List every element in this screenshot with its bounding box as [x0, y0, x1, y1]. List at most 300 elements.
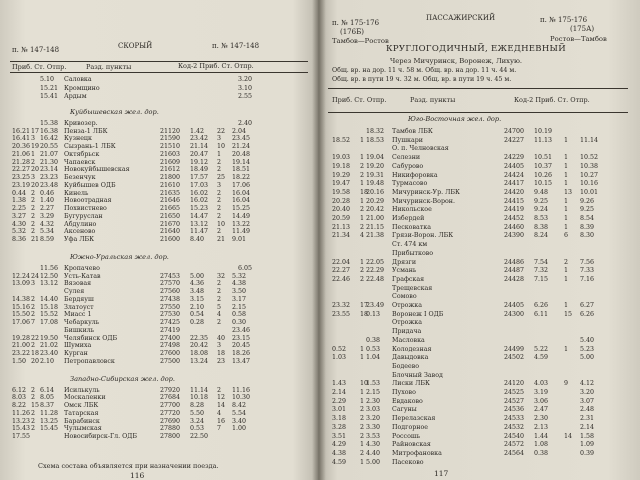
cell-station: Усть-Катав: [64, 272, 101, 280]
cell-departure-back: 14.49: [232, 212, 251, 220]
cell-station: Кривозер.: [64, 119, 98, 127]
cell-arrival-back: 10.19: [534, 128, 553, 135]
cell-code: 24428: [504, 275, 525, 283]
cell-departure-back: 2.31: [580, 415, 595, 423]
cell-arrival-back: 10.18: [190, 394, 209, 402]
cell-stop: 1: [360, 441, 365, 449]
cell-stop-back: 1: [564, 197, 569, 205]
cell-station: Сомово: [392, 293, 417, 301]
timetable-row: [318, 232, 640, 241]
right-route-return: Ростов—Тамбов: [550, 35, 607, 43]
timetable-row: [318, 424, 640, 433]
cell-code: 24540: [504, 432, 525, 440]
cell-departure-back: 8.39: [580, 223, 595, 231]
cell-departure: 21.15: [366, 223, 385, 231]
cell-arrival-back: 10.37: [534, 162, 553, 170]
cell-stop-back: 2: [217, 288, 222, 296]
cell-departure: 15.18: [40, 303, 59, 311]
cell-stop-back: 2: [217, 319, 222, 327]
cell-arrival: 2.29: [332, 397, 347, 405]
cell-departure: 20.29: [366, 197, 385, 205]
right-train-number-right: п. № 175-176: [540, 16, 588, 24]
cell-departure-back: 3.17: [232, 295, 247, 303]
cell-code: 24532: [504, 423, 525, 431]
cell-stop-back: 16: [217, 417, 226, 425]
cell-code: 27438: [160, 295, 181, 303]
cell-station: Тамбов ЛБК: [392, 128, 433, 135]
cell-arrival-back: 0.38: [534, 449, 549, 457]
cell-stop-back: 10: [217, 220, 226, 228]
cell-departure-back: 20.48: [232, 150, 251, 158]
cell-arrival-back: 22.35: [190, 334, 209, 342]
cell-station: Вязовая: [64, 280, 92, 288]
cell-stop-back: 7: [217, 425, 222, 433]
cell-arrival: 22.27: [12, 166, 31, 174]
cell-stop: 1: [360, 354, 365, 362]
cell-stop: 17: [31, 127, 40, 135]
cell-departure: 0.38: [366, 336, 381, 344]
cell-arrival-back: 10.51: [534, 154, 553, 162]
cell-stop-back: 40: [217, 334, 226, 342]
cell-stop: 2: [31, 425, 36, 433]
cell-arrival: 4.29: [332, 441, 347, 449]
cell-station: Уфа ЛБК: [64, 236, 94, 244]
cell-code: 21665: [160, 205, 181, 213]
right-column-head-stations: Разд. пункты: [410, 96, 456, 104]
cell-departure: 22.48: [366, 275, 385, 283]
cell-arrival: 21.28: [12, 158, 31, 166]
cell-departure: 15.45: [40, 425, 59, 433]
cell-departure: 5.10: [40, 76, 55, 83]
cell-stop: 19: [31, 143, 40, 151]
cell-stop: 2: [31, 212, 36, 220]
cell-code: 21646: [160, 197, 181, 205]
cell-code: 27800: [160, 433, 181, 441]
cell-station: Куйбышев ОДБ: [64, 181, 116, 189]
cell-departure: 19.31: [366, 171, 385, 179]
cell-arrival-back: 5.22: [534, 345, 549, 353]
timetable-row: [318, 433, 640, 442]
cell-arrival-back: 9.24: [534, 206, 549, 214]
cell-departure: 15.21: [40, 84, 59, 92]
cell-arrival-back: 19.12: [190, 158, 209, 166]
cell-stop: 3: [31, 280, 36, 288]
cell-arrival-back: 4.36: [190, 280, 205, 288]
cell-code: 27690: [160, 417, 181, 425]
cell-arrival: 23.55: [332, 310, 351, 318]
timetable-row: [0, 358, 318, 367]
cell-stop-back: 18: [217, 350, 226, 358]
right-column-head-code: Код-2 Приб. Ст. Отпр.: [514, 96, 590, 104]
cell-arrival-back: 9.25: [534, 197, 549, 205]
cell-stop: 2: [31, 189, 36, 197]
cell-departure-back: 5.54: [232, 409, 247, 417]
cell-code: 27570: [160, 280, 181, 288]
cell-arrival-back: 17.57: [190, 174, 209, 182]
cell-stop: 2: [31, 205, 36, 213]
cell-station: Татарская: [64, 409, 99, 417]
cell-stop: 1: [31, 150, 36, 158]
cell-stop-back: 5: [217, 303, 222, 311]
cell-departure: 1.40: [40, 197, 55, 205]
cell-departure: 20.55: [40, 143, 59, 151]
cell-stop: 21: [31, 236, 40, 244]
cell-arrival: 19.47: [332, 180, 351, 188]
timetable-row: [318, 441, 640, 450]
cell-arrival-back: 13.12: [190, 220, 209, 228]
cell-stop-back: 1: [564, 180, 569, 188]
cell-departure-back: 2.14: [580, 423, 595, 431]
cell-stop: 2: [31, 228, 36, 236]
cell-arrival: 13.09: [12, 280, 31, 288]
cell-code: 24424: [504, 171, 525, 179]
cell-stop: 20: [31, 357, 40, 365]
cell-departure-back: 1.00: [232, 425, 247, 433]
timetable-row: [0, 93, 318, 102]
cell-departure-back: 18.22: [232, 174, 251, 182]
right-page-number: 117: [434, 469, 449, 478]
cell-code: 21650: [160, 212, 181, 220]
cell-code: 24390: [504, 232, 525, 240]
timetable-row: [318, 372, 640, 381]
cell-stop: 4: [360, 232, 365, 240]
right-route-forward: Тамбов—Ростов: [332, 37, 389, 45]
cell-arrival-back: 18.49: [190, 166, 209, 174]
cell-stop: 1: [360, 258, 365, 266]
cell-stop-back: 14: [564, 432, 573, 440]
cell-departure-back: 6.05: [238, 264, 253, 272]
cell-station: Колодезная: [392, 345, 432, 353]
cell-stop-back: 1: [564, 162, 569, 170]
cell-arrival: 0.52: [332, 345, 347, 353]
cell-arrival-back: 8.40: [190, 236, 205, 244]
cell-stop-back: 2: [564, 258, 569, 266]
cell-arrival-back: 7.54: [534, 258, 549, 266]
cell-arrival-back: 4.59: [534, 354, 549, 362]
cell-arrival: 22.27: [332, 267, 351, 275]
cell-arrival: 8.03: [12, 394, 27, 402]
cell-station: Чулымская: [64, 425, 102, 433]
cell-arrival: 21.06: [12, 150, 31, 158]
timetable-row: [318, 354, 640, 363]
cell-stop: 2: [360, 406, 365, 414]
left-train-type-title: СКОРЫЙ: [118, 42, 153, 50]
timetable-row: [318, 285, 640, 294]
timetable-row: [318, 389, 640, 398]
cell-code: 21640: [160, 228, 181, 236]
cell-arrival-back: 13.24: [190, 357, 209, 365]
cell-departure-back: 9.26: [580, 197, 595, 205]
cell-code: 27425: [160, 319, 181, 327]
cell-departure: 23.48: [40, 181, 59, 189]
cell-stop-back: 3: [217, 181, 222, 189]
cell-arrival: 13.23: [12, 417, 31, 425]
cell-station: Шумиха: [64, 342, 92, 350]
cell-departure-back: 1.58: [580, 432, 595, 440]
cell-arrival-back: 0.53: [190, 425, 205, 433]
cell-station: Курган: [64, 350, 88, 358]
cell-departure-back: 16.04: [232, 189, 251, 197]
cell-arrival: 3.28: [332, 423, 347, 431]
cell-arrival: 4.30: [12, 220, 27, 228]
cell-station: Златоуст: [64, 303, 94, 311]
right-page: [318, 0, 640, 480]
timetable-row: [318, 137, 640, 146]
cell-arrival-back: 2.47: [534, 406, 549, 414]
cell-code: 24405: [504, 302, 525, 309]
cell-arrival: 22.46: [332, 275, 351, 283]
cell-stop: 2: [360, 223, 365, 231]
timetable-row: [318, 450, 640, 459]
cell-arrival: 8.22: [12, 402, 27, 410]
cell-stop: 1: [360, 345, 365, 353]
cell-departure-back: 10.52: [580, 154, 599, 162]
cell-arrival-back: 1.42: [190, 127, 205, 135]
cell-station: Пухово: [392, 389, 416, 396]
cell-departure-back: 11.14: [580, 136, 599, 144]
cell-stop-back: 6: [564, 232, 569, 240]
cell-arrival-back: 11.47: [190, 228, 209, 236]
cell-station: Новосибирск-Гл. ОДБ: [64, 433, 138, 441]
cell-stop-back: 15: [564, 310, 573, 318]
cell-station: Графская: [392, 275, 425, 283]
cell-code: 21600: [160, 236, 181, 244]
cell-station: Лиски ЛБК: [392, 380, 430, 388]
cell-arrival: 21.13: [332, 223, 351, 231]
right-train-number-left: п. № 175-176: [332, 19, 380, 27]
cell-stop: 1: [360, 154, 365, 162]
cell-departure: 4.32: [40, 220, 55, 228]
cell-arrival-back: 16.02: [190, 197, 209, 205]
right-schedule-text: КРУГЛОГОДИЧНЫЙ, ЕЖЕДНЕВНЫЙ: [386, 44, 566, 54]
cell-station: Усмань: [392, 267, 417, 275]
cell-stop: 2: [31, 220, 36, 228]
cell-code: 27419: [160, 326, 181, 334]
cell-station: Исилькуль: [64, 386, 100, 394]
cell-code: 24487: [504, 267, 525, 275]
cell-arrival-back: 6.11: [534, 310, 549, 318]
timetable-row: [318, 302, 640, 311]
cell-departure-back: 0.39: [580, 449, 595, 457]
cell-departure: 3.53: [366, 432, 381, 440]
cell-departure: 23.49: [366, 302, 385, 309]
cell-code: 27498: [160, 342, 181, 350]
left-header-rule-bottom: [10, 72, 308, 73]
cell-code: 24227: [504, 136, 525, 144]
cell-code: 24419: [504, 206, 525, 214]
cell-departure: 22.29: [366, 267, 385, 275]
right-train-type-title: ПАССАЖИРСКИЙ: [426, 14, 496, 22]
cell-arrival: 15.16: [12, 303, 31, 311]
cell-arrival: 19.28: [12, 334, 31, 342]
book-gutter-shadow: [312, 0, 326, 480]
right-stats-line-1: Общ. вр. на дор. 11 ч. 58 м. Общ. вр. на дор. 11 ч. 44 м.: [332, 67, 517, 74]
cell-code: 24417: [504, 180, 525, 188]
cell-arrival-back: 20.42: [190, 342, 209, 350]
cell-station: Придача: [392, 328, 422, 336]
cell-code: 27400: [160, 334, 181, 342]
cell-departure: 8.59: [40, 236, 55, 244]
cell-code: 24525: [504, 389, 525, 396]
cell-arrival-back: 18.08: [190, 350, 209, 358]
cell-departure-back: 3.07: [580, 397, 595, 405]
cell-stop-back: 12: [217, 394, 226, 402]
cell-stop: 2: [31, 303, 36, 311]
cell-arrival-back: 3.20: [238, 76, 253, 83]
cell-station: Прибытково: [392, 249, 434, 257]
cell-stop: 1: [360, 180, 365, 188]
cell-station: Сабурово: [392, 162, 424, 170]
cell-departure: 19.50: [40, 334, 59, 342]
cell-stop-back: 1: [564, 267, 569, 275]
cell-stop: 2: [31, 342, 36, 350]
cell-stop: 15: [31, 402, 40, 410]
cell-arrival: 21.00: [12, 342, 31, 350]
cell-departure: 21.38: [366, 232, 385, 240]
timetable-row: [318, 163, 640, 172]
cell-station: Грязи-Ворон. ЛБК: [392, 232, 454, 240]
cell-departure: 15.38: [40, 119, 59, 127]
cell-stop: 1: [360, 397, 365, 405]
cell-departure: 23.40: [40, 350, 59, 358]
cell-departure-back: 10.27: [580, 171, 599, 179]
cell-arrival-back: 17.03: [190, 181, 209, 189]
timetable-row: [318, 241, 640, 250]
cell-arrival: 1.38: [12, 197, 27, 205]
cell-arrival: 4.38: [332, 449, 347, 457]
cell-code: 21612: [160, 166, 181, 174]
cell-stop-back: 2: [217, 228, 222, 236]
cell-code: 24533: [504, 415, 525, 423]
cell-arrival: 2.25: [12, 205, 27, 213]
cell-departure: 2.15: [366, 389, 381, 396]
cell-stop: 2: [360, 171, 365, 179]
cell-station: Подгорное: [392, 423, 428, 431]
right-section-heading: Юго-Восточная жел. дор.: [408, 115, 502, 123]
timetable-row: [318, 380, 640, 389]
left-column-head-arrival: Приб. Ст. Отпр.: [12, 63, 67, 71]
cell-stop-back: 25: [217, 174, 226, 182]
cell-arrival-back: 2.30: [534, 415, 549, 423]
cell-departure-back: 2.48: [580, 406, 595, 414]
cell-departure-back: 2.40: [238, 119, 253, 127]
cell-departure: 4.30: [366, 441, 381, 449]
timetable-row: [318, 346, 640, 355]
cell-stop: 1: [360, 215, 365, 222]
timetable-row: [0, 433, 318, 442]
cell-arrival: 1.50: [12, 357, 27, 365]
cell-stop-back: 2: [217, 166, 222, 174]
cell-station: Омск ЛБК: [64, 402, 99, 410]
cell-departure: 22.05: [366, 258, 385, 266]
cell-departure-back: 3.50: [232, 288, 247, 296]
cell-stop: 20: [31, 166, 40, 174]
cell-code: 27720: [160, 409, 181, 417]
cell-departure-back: 13.47: [232, 357, 251, 365]
cell-departure: 5.34: [40, 228, 55, 236]
cell-stop: 18: [360, 188, 369, 196]
cell-departure: 15.41: [40, 93, 59, 101]
cell-departure-back: 18.26: [232, 350, 251, 358]
cell-departure: 19.04: [366, 154, 385, 162]
cell-code: 27600: [160, 350, 181, 358]
cell-stop: 3: [31, 174, 36, 182]
cell-station: Кузнецк: [64, 135, 92, 143]
cell-stop: 2: [31, 197, 36, 205]
cell-departure-back: 16.04: [232, 197, 251, 205]
cell-station: Россошь: [392, 432, 421, 440]
cell-departure: 13.12: [40, 280, 59, 288]
cell-arrival-back: 5.00: [190, 272, 205, 280]
cell-station: Сагуны: [392, 406, 417, 414]
cell-stop: 18: [360, 310, 369, 318]
cell-code: 27560: [160, 288, 181, 296]
cell-station: Безенчук: [64, 174, 96, 182]
cell-departure-back: 23.46: [232, 326, 251, 334]
cell-stop: 2: [31, 295, 36, 303]
cell-station: Новокуйбышевская: [64, 166, 130, 174]
cell-stop: 22: [31, 334, 40, 342]
cell-arrival: 16.41: [12, 135, 31, 143]
left-page-number: 116: [130, 471, 145, 480]
cell-arrival: 20.36: [12, 143, 31, 151]
cell-code: 24499: [504, 345, 525, 353]
timetable-row: [318, 215, 640, 224]
cell-arrival-back: 10.15: [534, 180, 553, 188]
cell-stop-back: 1: [564, 275, 569, 283]
cell-arrival-back: 2.13: [534, 423, 549, 431]
cell-departure-back: 4.12: [580, 380, 595, 388]
cell-departure-back: 8.42: [232, 402, 247, 410]
cell-arrival: 19.03: [332, 154, 351, 162]
cell-stop-back: 1: [564, 345, 569, 353]
cell-stop-back: 21: [217, 236, 226, 244]
cell-departure-back: 7.33: [580, 267, 595, 275]
cell-arrival: 17.06: [12, 319, 31, 327]
cell-stop: 2: [31, 311, 36, 319]
cell-station: Миасс 1: [64, 311, 92, 319]
cell-arrival: 19.29: [332, 171, 351, 179]
cell-departure: 21.02: [40, 342, 59, 350]
cell-station: Избердей: [392, 215, 425, 222]
cell-departure-back: 9.25: [580, 206, 595, 214]
cell-departure-back: 6.27: [580, 302, 595, 309]
cell-departure-back: 10.01: [580, 188, 599, 196]
cell-arrival: 0.44: [12, 189, 27, 197]
cell-departure-back: 6.26: [580, 310, 595, 318]
cell-station: Октябрьск: [64, 150, 100, 158]
cell-stop-back: 2: [217, 189, 222, 197]
cell-arrival-back: 2.55: [238, 93, 253, 101]
cell-departure: 20.16: [366, 188, 385, 196]
cell-departure: 2.10: [40, 357, 55, 365]
cell-stop: 2: [360, 432, 365, 440]
timetable-row: [318, 311, 640, 320]
cell-departure: 11.56: [40, 264, 59, 272]
cell-station: Пушкари: [392, 136, 423, 144]
cell-stop: 24: [31, 272, 40, 280]
cell-stop: 1: [360, 197, 365, 205]
cell-stop-back: 10: [217, 143, 226, 151]
cell-arrival-back: 6.26: [534, 302, 549, 309]
cell-station: Чапаевск: [64, 158, 96, 166]
cell-stop-back: 9: [564, 380, 569, 388]
cell-stop: 2: [360, 162, 365, 170]
timetable-row: [318, 198, 640, 207]
cell-code: 24415: [504, 197, 525, 205]
cell-arrival-back: 3.06: [534, 397, 549, 405]
cell-departure-back: 9.01: [232, 236, 247, 244]
